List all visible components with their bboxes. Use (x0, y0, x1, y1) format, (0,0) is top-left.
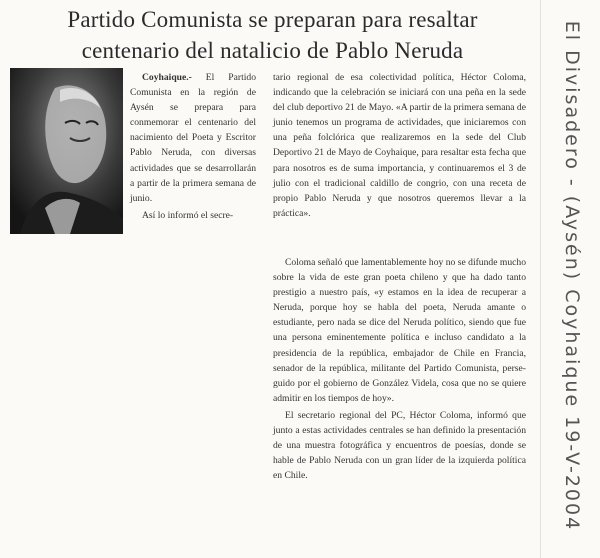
headline-line-2: centenario del natalicio de Pablo Neruda (81, 38, 464, 63)
col1-paragraph (130, 70, 256, 206)
col3-paragraph-1: Coloma señaló que lamentablemente hoy no se difunde mucho sobre la vida de este gran poeta chileno y que ha dado tanto prestigio a nuestro país, «y estamos en la idea de recuperar a Neruda, porque hoy se habla del poeta, Neruda amante o estudiante, pero nada se dice del Neruda político, siendo que fue una persona eminentemente política e incluso candidato a la presidencia de la república, embajador de Chile en Francia, senador de la república, militante del Partido Comunista, perse-guido por el gobierno de González Videla, cosa que no se quiere admitir en los tiempos de hoy». (273, 257, 526, 404)
headline (10, 4, 535, 66)
col1-paragraph-2: Así lo informó el secre- (142, 209, 234, 221)
margin-note-text: El Divisadero - (Aysén) Coyhaique 19-V-2004 (561, 20, 583, 532)
page-edge (540, 0, 541, 558)
dateline: Coyhaique.- (142, 72, 192, 83)
portrait-photo (10, 68, 123, 234)
col1-text: El Partido Comunista en la región de Aysén se prepara para conmemorar el centenario del nacimiento del Poeta y Escritor Pablo Neruda, con diversas actividades que se desarrollarán a partir de la primera semana de junio. (130, 72, 256, 204)
column-3 (273, 255, 526, 483)
col3-paragraph-2: El secretario regional del PC, Héctor Coloma, informó que junto a estas actividades centrales se han definido la presentación de una muestra fotográfica y encuentros de poesías, donde se hable de Pablo Neruda con un gran líder de la izquierda política en Chile. (273, 409, 526, 482)
handwritten-margin-note (548, 2, 596, 550)
col2-paragraph: tario regional de esa colectividad política, Héctor Coloma, indicando que la celebración se iniciará con una peña en la sede del club deportivo 21 de Mayo. «A partir de la primera semana de junio tenemos un programa de actividades, que iniciaremos con una peña folclórica que realizaremos en la sede del Club Deportivo 21 de Mayo de Coyhaique, para resaltar esta fecha que para nosotros es de suma importancia, y continuaremos el 3 de julio con el tradicional caldillo de congrio, con una receta de propio Pablo Neruda y que nosotros queremos llevar a la práctica». (273, 72, 526, 219)
column-1 (130, 70, 256, 223)
column-2 (273, 70, 526, 221)
headline-line-1: Partido Comunista se preparan para resaltar (67, 7, 478, 32)
